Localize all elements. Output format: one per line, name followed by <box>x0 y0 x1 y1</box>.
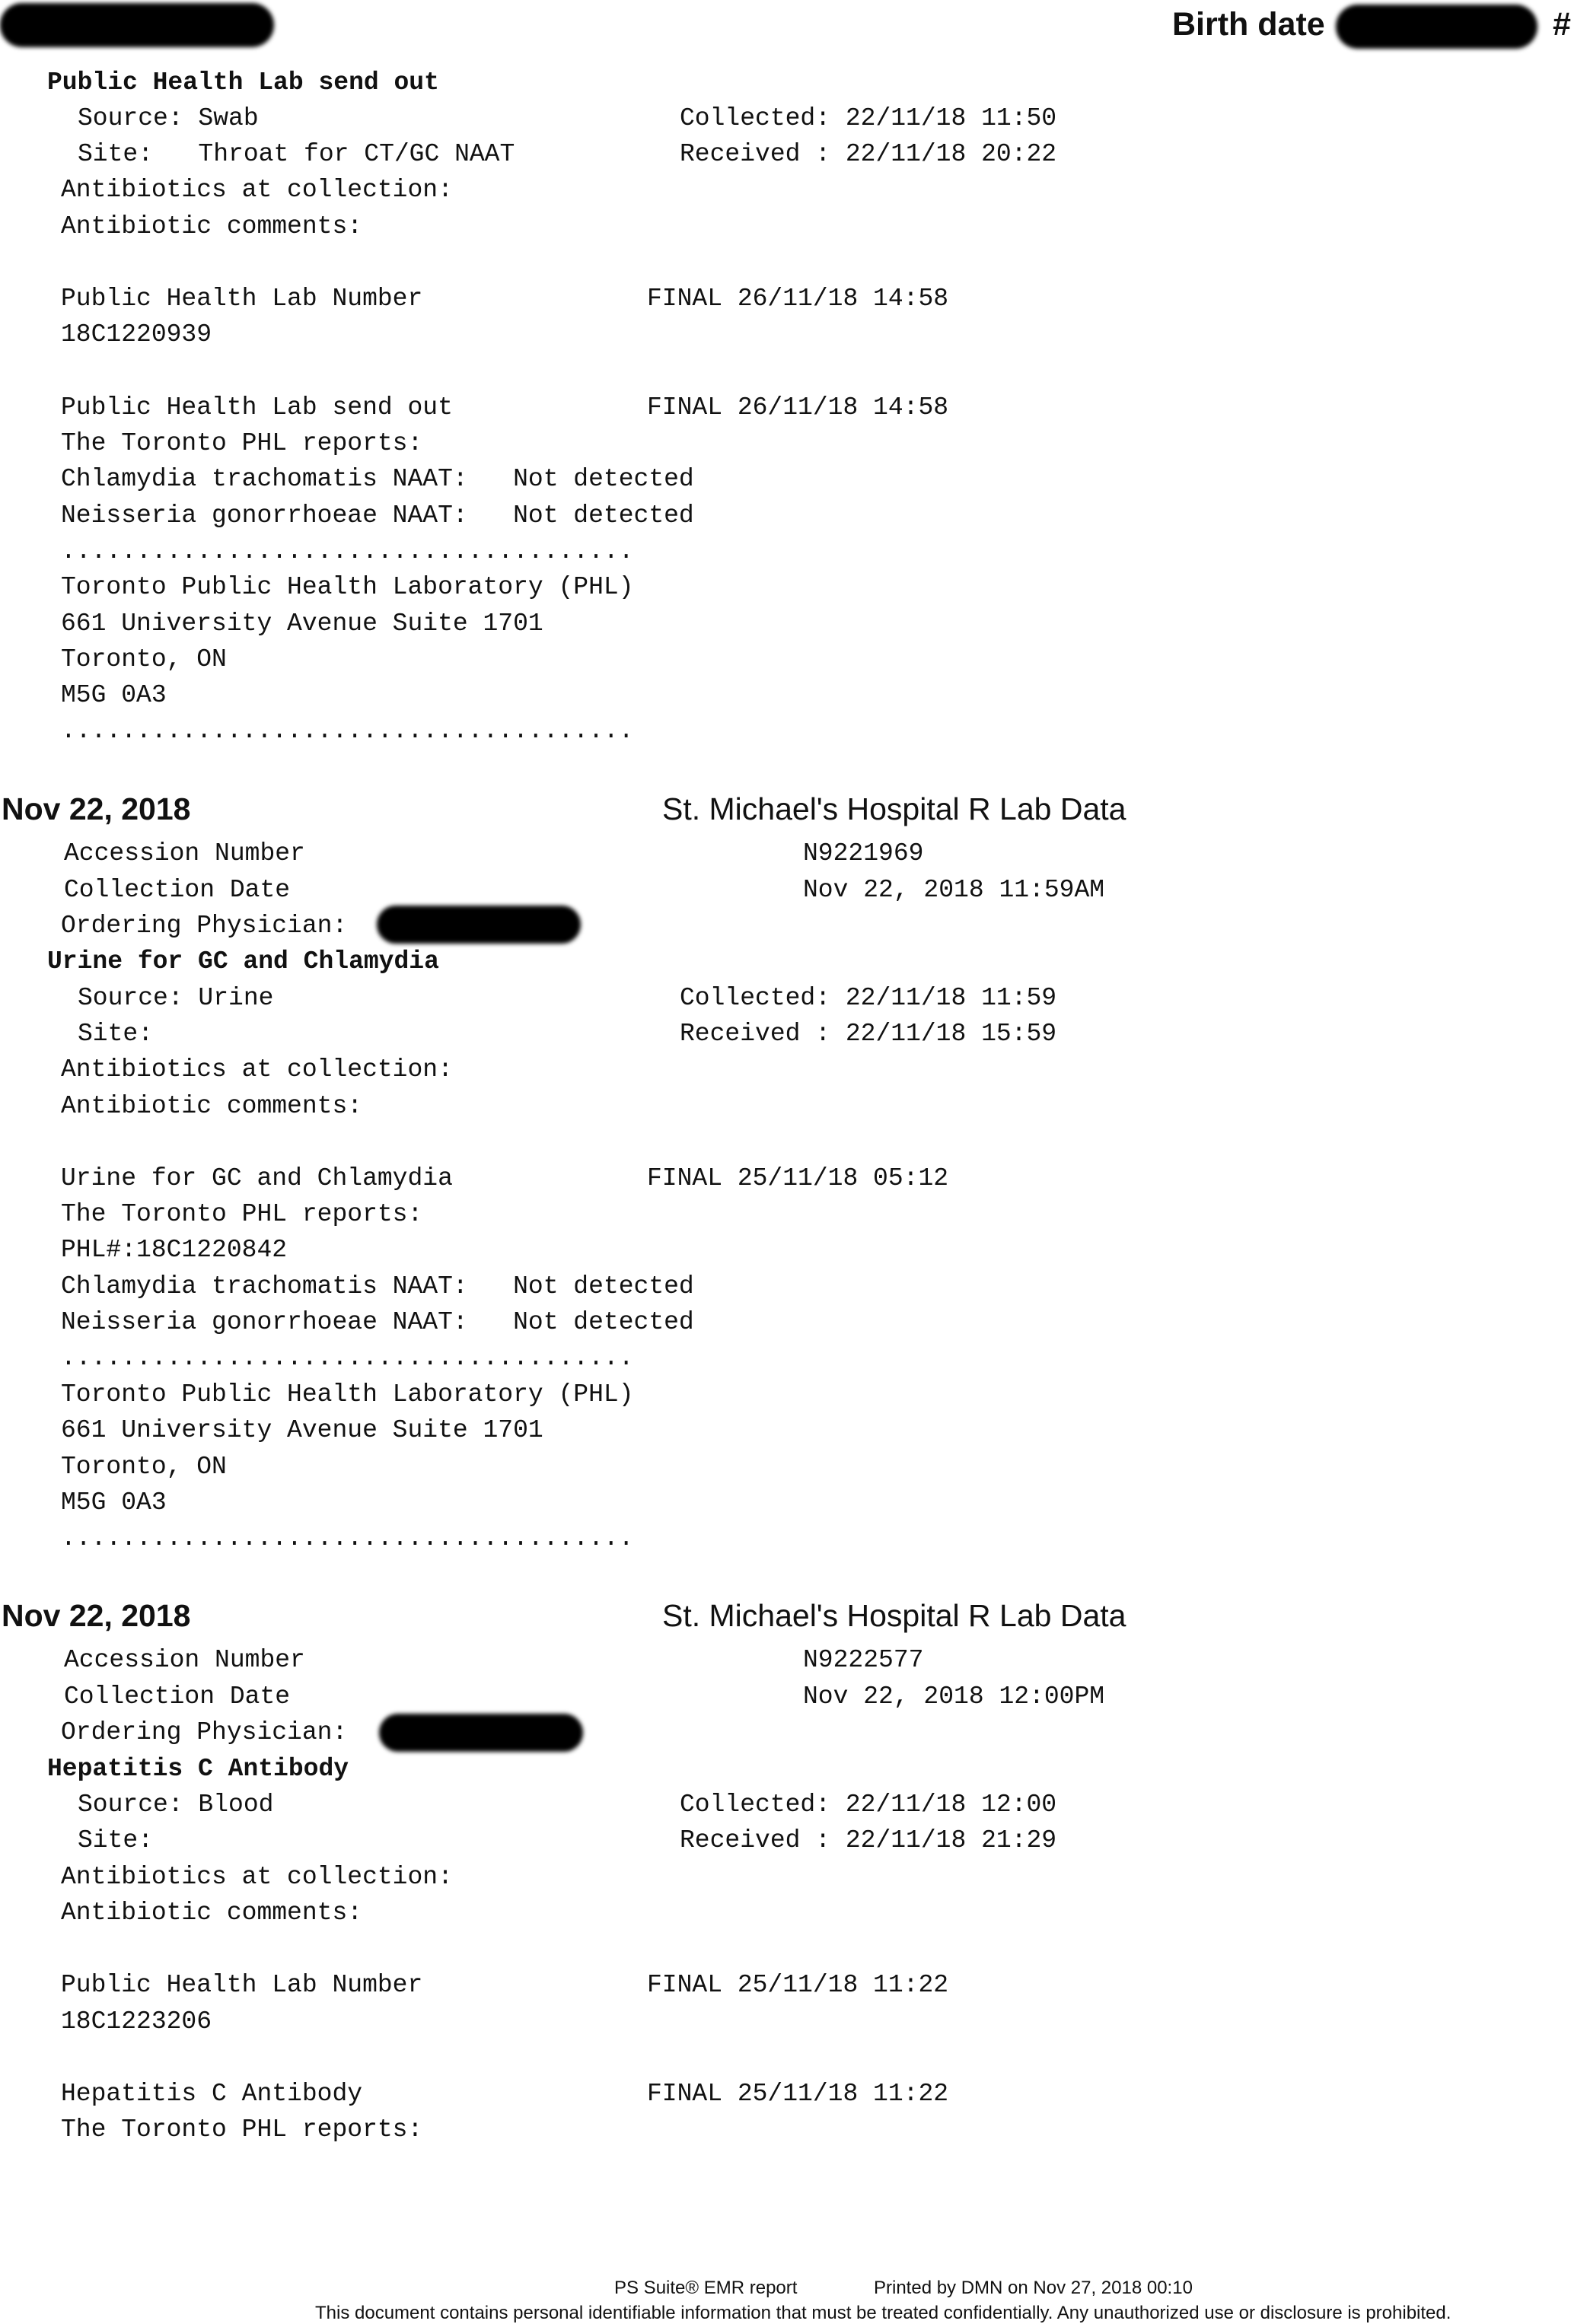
antibiotic-comments: Antibiotic comments: <box>61 1092 363 1120</box>
phl-reports: The Toronto PHL reports: <box>61 2115 423 2144</box>
collected: Collected: 22/11/18 12:00 <box>680 1791 1057 1819</box>
received: Received : 22/11/18 15:59 <box>680 1020 1057 1048</box>
address-line: Toronto Public Health Laboratory (PHL) <box>61 1380 634 1409</box>
antibiotics-at-collection: Antibiotics at collection: <box>61 1863 453 1891</box>
redacted-physician <box>379 1714 583 1752</box>
address-line: M5G 0A3 <box>61 1488 167 1517</box>
source: Source: Blood <box>78 1791 274 1819</box>
birth-date-label: Birth date <box>1172 6 1325 43</box>
footer-report-name: PS Suite® EMR report <box>614 2278 798 2298</box>
address-line: M5G 0A3 <box>61 681 167 709</box>
test-title: Hepatitis C Antibody <box>47 1755 349 1783</box>
source: Source: Urine <box>78 984 274 1012</box>
chlamydia-result: Chlamydia trachomatis NAAT: Not detected <box>61 465 694 493</box>
antibiotics-at-collection: Antibiotics at collection: <box>61 1055 453 1084</box>
site: Site: <box>78 1826 154 1854</box>
phl-reports: The Toronto PHL reports: <box>61 429 423 457</box>
ordering-physician-label: Ordering Physician: <box>61 912 348 940</box>
section-lab-name: St. Michael's Hospital R Lab Data <box>662 791 1126 826</box>
dotted-separator: ...................................... <box>61 1344 634 1372</box>
antibiotics-at-collection: Antibiotics at collection: <box>61 176 453 204</box>
result-label: Public Health Lab send out <box>61 393 453 422</box>
address-line: 661 University Avenue Suite 1701 <box>61 610 543 638</box>
address-line: Toronto, ON <box>61 645 227 673</box>
footer-confidential-notice: This document contains personal identifiable information that must be treated confidentially. Any unauthorized use or disclosure is prohibited. <box>315 2303 1452 2323</box>
test-title: Public Health Lab send out <box>47 68 439 97</box>
result-label: Urine for GC and Chlamydia <box>61 1164 453 1192</box>
lab-number: 18C1223206 <box>61 2007 212 2036</box>
phl-number: PHL#:18C1220842 <box>61 1236 288 1264</box>
ordering-physician-label: Ordering Physician: <box>61 1718 348 1746</box>
collection-date-label: Collection Date <box>64 876 291 904</box>
site: Site: <box>78 1020 154 1048</box>
lab-number-label: Public Health Lab Number <box>61 285 423 313</box>
footer-printed-by: Printed by DMN on Nov 27, 2018 00:10 <box>874 2278 1193 2298</box>
dotted-separator: ...................................... <box>61 1524 634 1552</box>
result-label: Hepatitis C Antibody <box>61 2080 363 2108</box>
collected: Collected: 22/11/18 11:59 <box>680 984 1057 1012</box>
gonorrhoeae-result: Neisseria gonorrhoeae NAAT: Not detected <box>61 501 694 530</box>
lab-number-label: Public Health Lab Number <box>61 1971 423 1999</box>
collection-date: Nov 22, 2018 11:59AM <box>803 876 1105 904</box>
lab-number-final: FINAL 25/11/18 11:22 <box>647 1971 949 1999</box>
collected: Collected: 22/11/18 11:50 <box>680 104 1057 132</box>
collection-date: Nov 22, 2018 12:00PM <box>803 1683 1105 1711</box>
site: Site: Throat for CT/GC NAAT <box>78 140 515 168</box>
section-lab-name: St. Michael's Hospital R Lab Data <box>662 1598 1126 1633</box>
phl-reports: The Toronto PHL reports: <box>61 1200 423 1228</box>
antibiotic-comments: Antibiotic comments: <box>61 212 363 240</box>
accession-number: N9222577 <box>803 1646 924 1674</box>
received: Received : 22/11/18 21:29 <box>680 1826 1057 1854</box>
received: Received : 22/11/18 20:22 <box>680 140 1057 168</box>
lab-number: 18C1220939 <box>61 320 212 349</box>
address-line: Toronto, ON <box>61 1453 227 1481</box>
redacted-birth-date <box>1336 5 1538 49</box>
result-final: FINAL 25/11/18 05:12 <box>647 1164 949 1192</box>
redacted-name <box>0 3 274 47</box>
antibiotic-comments: Antibiotic comments: <box>61 1899 363 1927</box>
chlamydia-result: Chlamydia trachomatis NAAT: Not detected <box>61 1272 694 1300</box>
lab-number-final: FINAL 26/11/18 14:58 <box>647 285 949 313</box>
accession-number: N9221969 <box>803 839 924 868</box>
dotted-separator: ...................................... <box>61 717 634 745</box>
gonorrhoeae-result: Neisseria gonorrhoeae NAAT: Not detected <box>61 1308 694 1336</box>
address-line: 661 University Avenue Suite 1701 <box>61 1416 543 1444</box>
section-date: Nov 22, 2018 <box>2 1598 191 1633</box>
result-final: FINAL 25/11/18 11:22 <box>647 2080 949 2108</box>
source: Source: Swab <box>78 104 259 132</box>
address-line: Toronto Public Health Laboratory (PHL) <box>61 573 634 601</box>
accession-label: Accession Number <box>64 839 305 868</box>
dotted-separator: ...................................... <box>61 537 634 565</box>
redacted-physician <box>377 906 581 944</box>
collection-date-label: Collection Date <box>64 1683 291 1711</box>
accession-label: Accession Number <box>64 1646 305 1674</box>
test-title: Urine for GC and Chlamydia <box>47 947 439 976</box>
section-date: Nov 22, 2018 <box>2 791 191 826</box>
result-final: FINAL 26/11/18 14:58 <box>647 393 949 422</box>
page-edge-glyph: # <box>1553 6 1571 43</box>
